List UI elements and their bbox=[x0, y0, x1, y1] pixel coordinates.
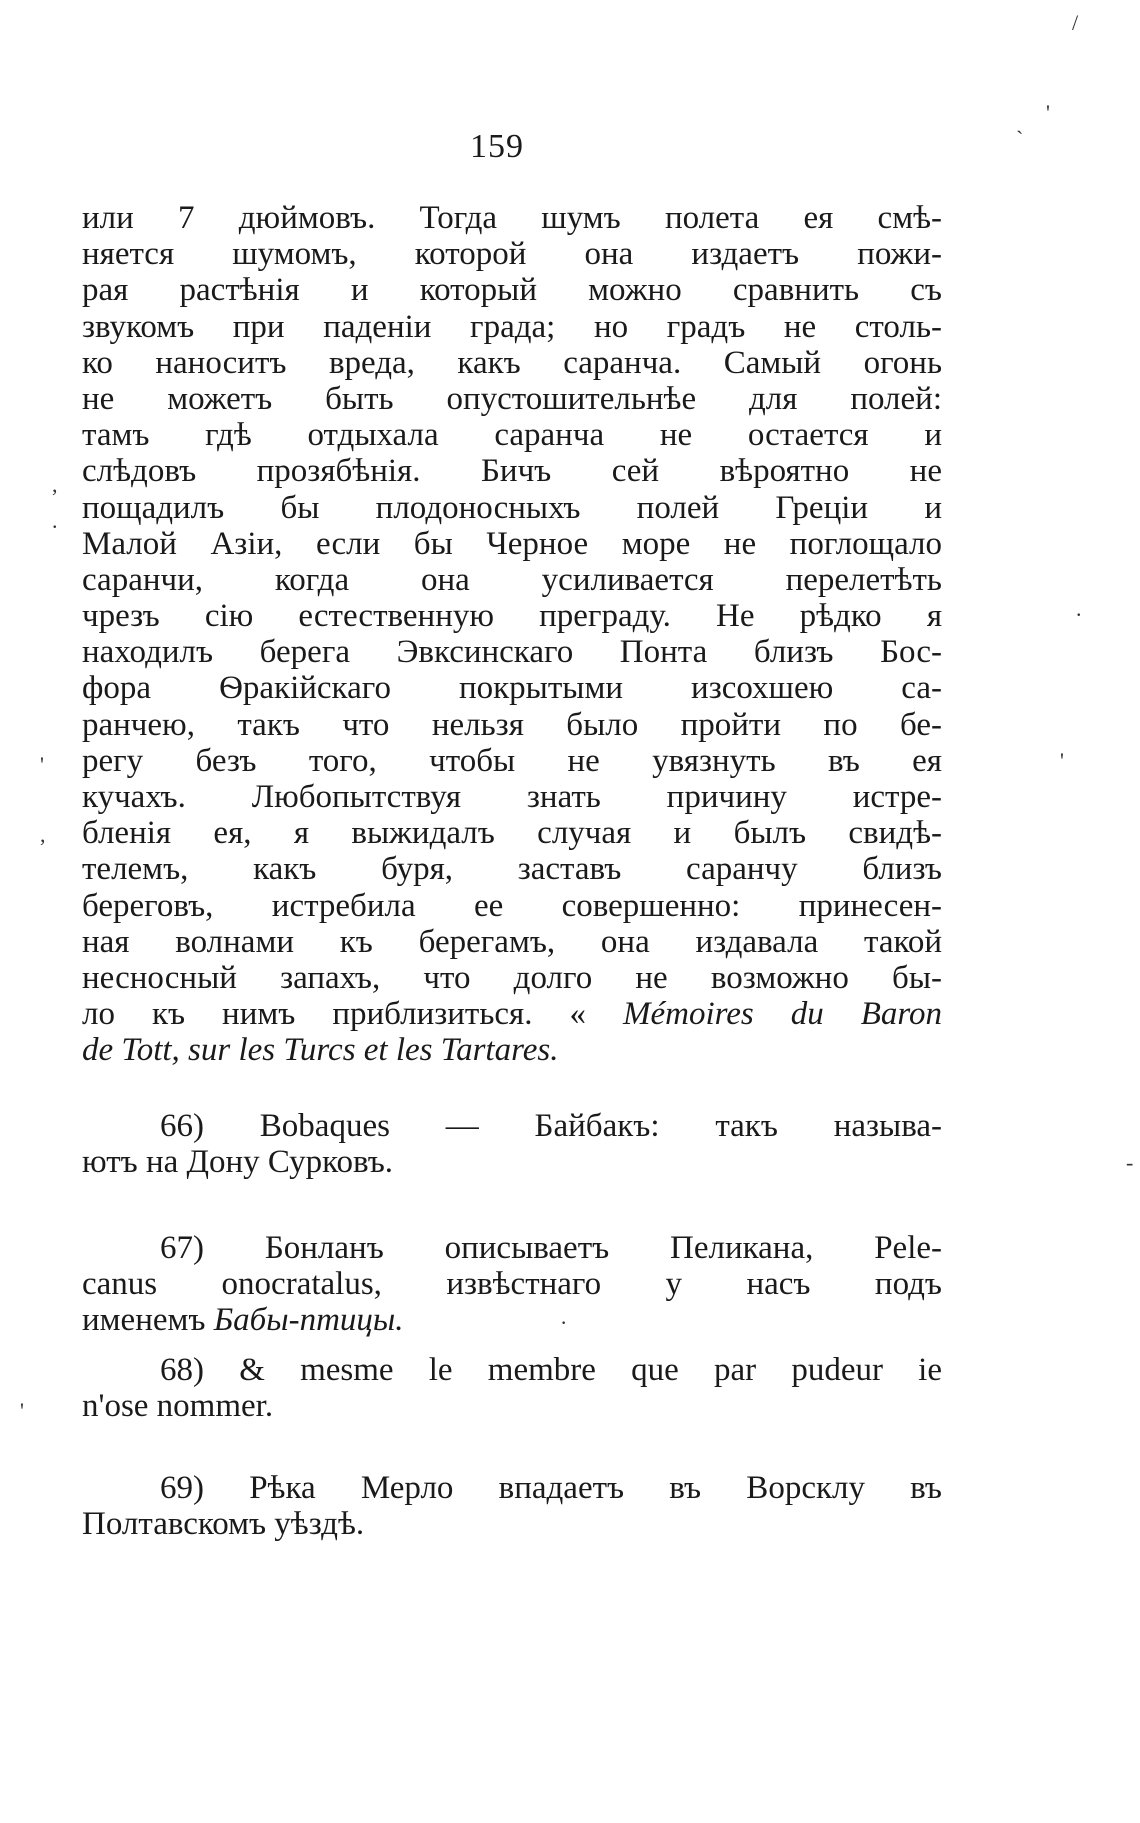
main-paragraph bbox=[82, 200, 942, 1069]
text-line: кучахъ. Любопытствуя знать причину истре- bbox=[82, 779, 942, 815]
scan-speck: ' bbox=[1060, 748, 1064, 773]
scan-speck: ' bbox=[1046, 100, 1050, 125]
text-line: ная волнами къ берегамъ, она издавала такой bbox=[82, 923, 942, 960]
text-line: телемъ, какъ буря, заставъ саранчу близъ bbox=[82, 851, 942, 888]
page-number: 159 bbox=[470, 128, 524, 165]
text-line: несносный запахъ, что долго не возможно бы- bbox=[82, 959, 942, 996]
note-line: n'ose nommer. bbox=[82, 1388, 274, 1425]
scan-speck: ` bbox=[1016, 126, 1024, 151]
text-line: ранчею, такъ что нельзя было пройти по бе- bbox=[82, 706, 942, 743]
text-line: фора Ѳракійскаго покрытыми изсохшею са- bbox=[82, 670, 942, 707]
text-line: слѣдовъ прозябѣнія. Бичъ сей вѣроятно не bbox=[82, 453, 942, 490]
text-line: тамъ гдѣ отдыхала саранча не остается и bbox=[82, 417, 942, 454]
text-line: бленія ея, я выжидалъ случая и былъ свидѣ- bbox=[82, 815, 942, 852]
text-line: чрезъ сію естественную преграду. Не рѣдко я bbox=[82, 598, 942, 635]
scan-speck: , bbox=[40, 822, 46, 847]
footnote-69 bbox=[82, 1470, 942, 1542]
text-line: или 7 дюймовъ. Тогда шумъ полета ея смѣ- bbox=[82, 200, 942, 236]
note-line: 68) & mesme le membre que par pudeur ie bbox=[160, 1352, 942, 1388]
scan-speck: , bbox=[52, 472, 58, 497]
note-line: 69) Рѣка Мерло впадаетъ въ Ворсклу въ bbox=[160, 1470, 942, 1506]
note-line bbox=[82, 1302, 942, 1338]
scan-speck: - bbox=[1126, 1150, 1134, 1175]
scan-speck: ' bbox=[20, 1398, 24, 1423]
citation-title: Mémoires du Baron bbox=[622, 996, 942, 1033]
scan-speck: / bbox=[1072, 10, 1079, 35]
note-line: 67) Бонланъ описываетъ Пеликана, Pele- bbox=[160, 1230, 942, 1266]
scan-speck: · bbox=[560, 1310, 568, 1335]
text-line: регу безъ того, чтобы не увязнуть въ ея bbox=[82, 742, 942, 779]
text-line-citation bbox=[82, 996, 942, 1032]
footnote-67 bbox=[82, 1230, 942, 1339]
note-line: Полтавскомъ уѣздѣ. bbox=[82, 1506, 365, 1543]
footnote-68 bbox=[82, 1352, 942, 1424]
scan-speck: . bbox=[1076, 596, 1082, 621]
citation-title-continued: de Tott, sur les Turcs et les Tartares. bbox=[82, 1032, 559, 1069]
text-line: звукомъ при паденіи града; но градъ не столь- bbox=[82, 308, 942, 345]
text-line: няется шумомъ, которой она издаетъ пожи- bbox=[82, 236, 942, 273]
citation-prefix: ло къ нимъ приблизиться. « bbox=[82, 996, 586, 1033]
text-line: находилъ берега Эвксинскаго Понта близъ Бос- bbox=[82, 634, 942, 671]
note-italic-term: Бабы-птицы. bbox=[213, 1302, 404, 1339]
text-line: Малой Азіи, если бы Черное море не поглощало bbox=[82, 525, 942, 562]
footnote-66 bbox=[82, 1108, 942, 1180]
text-line: саранчи, когда она усиливается перелетѣть bbox=[82, 561, 942, 598]
scan-speck: . bbox=[52, 508, 58, 533]
text-line: ко наноситъ вреда, какъ саранча. Самый огонь bbox=[82, 344, 942, 381]
note-line: ютъ на Дону Сурковъ. bbox=[82, 1144, 394, 1181]
scan-speck: ' bbox=[40, 752, 44, 777]
note-line: 66) Bobaques — Байбакъ: такъ называ- bbox=[160, 1108, 942, 1144]
text-line: не можетъ быть опустошительнѣе для полей: bbox=[82, 380, 942, 417]
text-line: рая растѣнія и который можно сравнить съ bbox=[82, 272, 942, 309]
note-prefix: именемъ bbox=[82, 1302, 214, 1339]
note-line: canus onocratalus, извѣстнаго у насъ подъ bbox=[82, 1266, 942, 1303]
text-line: пощадилъ бы плодоносныхъ полей Греціи и bbox=[82, 489, 942, 526]
text-line: береговъ, истребила ее совершенно: принесен- bbox=[82, 887, 942, 924]
